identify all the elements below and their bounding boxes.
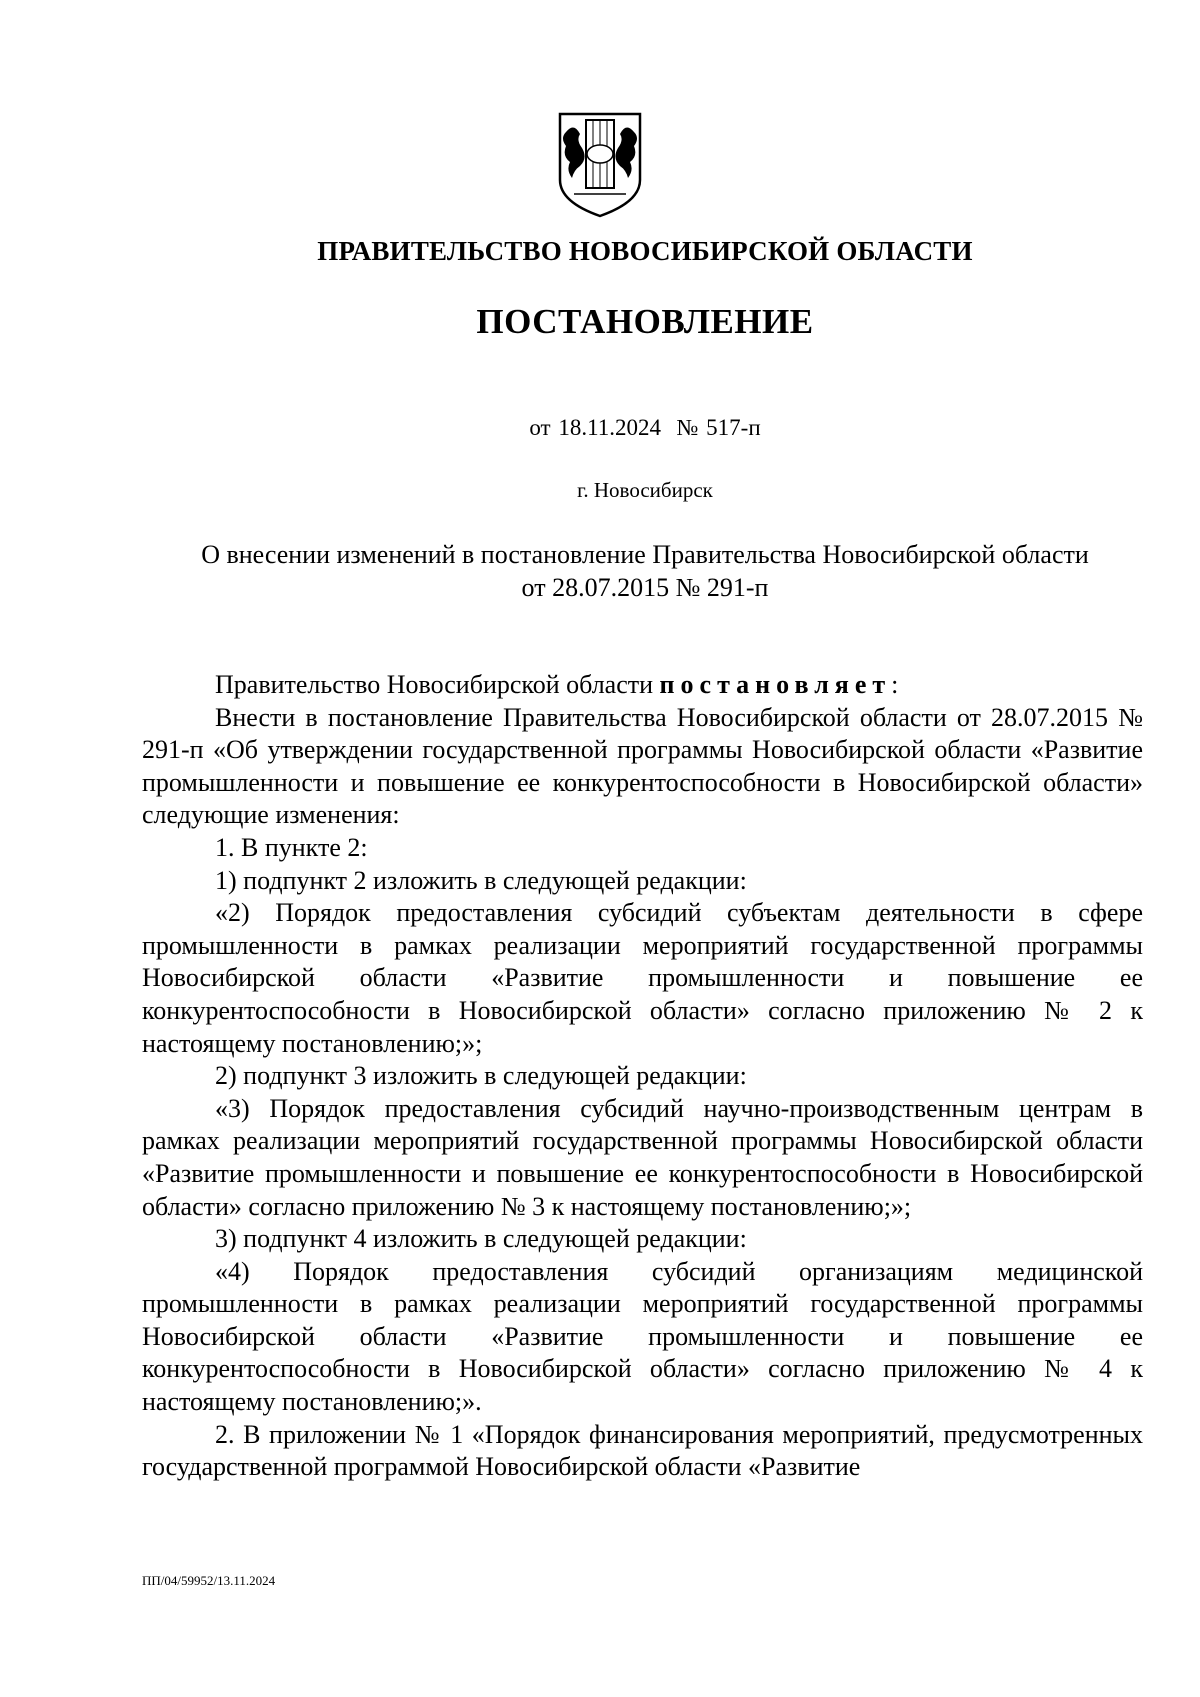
coat-of-arms-icon [556, 110, 644, 220]
intro-suffix: : [891, 670, 899, 699]
body-paragraph: 2) подпункт 3 изложить в следующей редакции: [215, 1061, 747, 1091]
document-date-number: от 18.11.2024 № 517-п [529, 415, 761, 440]
intro-keyword: постановляет [659, 670, 892, 699]
document-city: г. Новосибирск [577, 478, 713, 502]
body-paragraph: 3) подпункт 4 изложить в следующей редакции: [215, 1224, 747, 1254]
document-subject [150, 538, 1140, 604]
intro-prefix: Правительство Новосибирской области [215, 670, 660, 699]
subject-line-1: О внесении изменений в постановление Правительства Новосибирской области [201, 540, 1089, 569]
document-registration-code: ПП/04/59952/13.11.2024 [142, 1573, 276, 1588]
organization-title: ПРАВИТЕЛЬСТВО НОВОСИБИРСКОЙ ОБЛАСТИ [317, 236, 973, 266]
document-body [142, 669, 1143, 1484]
body-paragraph: 1) подпункт 2 изложить в следующей редакции: [215, 865, 747, 895]
body-paragraph: Внести в постановление Правительства Новосибирской области от 28.07.2015 № 291-п «Об утверждении государственной программы Новосибирской области «Развитие промышленности и повышение ее конкурентоспособности в Новосибирской области» следующие изменения: [142, 702, 1143, 830]
intro-paragraph [142, 669, 1143, 702]
subject-line-2: от 28.07.2015 № 291-п [521, 573, 769, 602]
body-paragraph: «2) Порядок предоставления субсидий субъектам деятельности в сфере промышленности в рамках реализации мероприятий государственной программы Новосибирской области «Развитие промышленности и повышение ее конкурентоспособности в Новосибирской области» согласно приложению № 2 к настоящему постановлению;»; [142, 898, 1143, 1058]
document-type-title: ПОСТАНОВЛЕНИЕ [476, 302, 814, 341]
body-paragraph: «3) Порядок предоставления субсидий научно-производственным центрам в рамках реализации мероприятий государственной программы Новосибирской области «Развитие промышленности и повышение ее конкурентоспособности в Новосибирской области» согласно приложению № 3 к настоящему постановлению;»; [142, 1093, 1143, 1221]
body-paragraph: «4) Порядок предоставления субсидий организациям медицинской промышленности в рамках реализации мероприятий государственной программы Новосибирской области «Развитие промышленности и повышение ее конкурентоспособности в Новосибирской области» согласно приложению № 4 к настоящему постановлению;». [142, 1256, 1143, 1417]
body-paragraph: 1. В пункте 2: [215, 832, 368, 862]
body-paragraph: 2. В приложении № 1 «Порядок финансирования мероприятий, предусмотренных государственной программой Новосибирской области «Развитие [142, 1419, 1143, 1482]
